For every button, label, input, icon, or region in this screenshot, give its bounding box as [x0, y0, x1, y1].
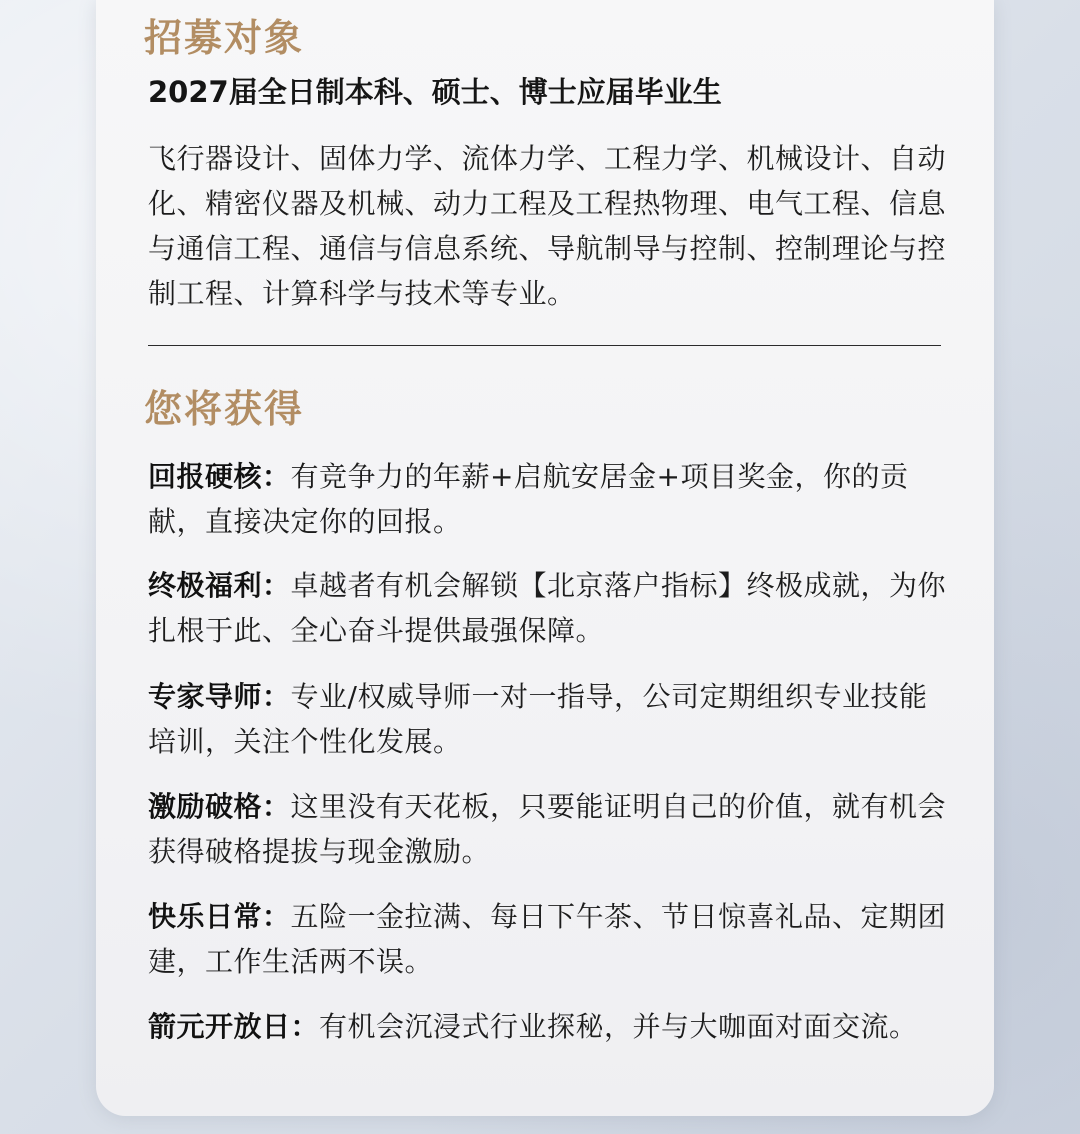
benefit-label: 专家导师： — [148, 680, 291, 713]
benefit-label: 快乐日常： — [148, 900, 291, 933]
recruit-majors: 飞行器设计、固体力学、流体力学、工程力学、机械设计、自动化、精密仪器及机械、动力工程及工程热物理、电气工程、信息与通信工程、通信与信息系统、导航制导与控制、控制理论与控制工程、计算科学与技术等专业。 — [148, 142, 947, 310]
recruit-target: 2027届全日制本科、硕士、博士应届毕业生 — [148, 75, 722, 109]
benefit-item — [148, 1004, 968, 1049]
recruit-section-title: 招募对象 — [144, 16, 305, 60]
section-divider — [148, 345, 941, 346]
benefit-text: 卓越者有机会解锁【北京落户指标】终极成就，为你扎根于此、全心奋斗提供最强保障。 — [148, 569, 947, 647]
benefit-item — [148, 563, 948, 653]
gain-section-title: 您将获得 — [144, 387, 305, 431]
benefit-label: 箭元开放日： — [148, 1010, 320, 1043]
benefit-text: 五险一金拉满、每日下午茶、节日惊喜礼品、定期团建，工作生活两不误。 — [148, 900, 947, 978]
benefit-label: 终极福利： — [148, 569, 291, 602]
benefit-item — [148, 894, 948, 984]
benefit-label: 回报硬核： — [148, 460, 291, 493]
benefit-item — [148, 454, 948, 544]
benefit-text: 专业/权威导师一对一指导，公司定期组织专业技能培训，关注个性化发展。 — [148, 680, 928, 758]
benefit-item — [148, 674, 948, 764]
benefit-text: 这里没有天花板，只要能证明自己的价值，就有机会获得破格提拔与现金激励。 — [148, 790, 947, 868]
benefit-label: 激励破格： — [148, 790, 291, 823]
benefit-item — [148, 784, 948, 874]
benefit-text: 有竞争力的年薪+启航安居金+项目奖金，你的贡献，直接决定你的回报。 — [148, 460, 909, 538]
benefit-text: 有机会沉浸式行业探秘，并与大咖面对面交流。 — [319, 1010, 918, 1043]
